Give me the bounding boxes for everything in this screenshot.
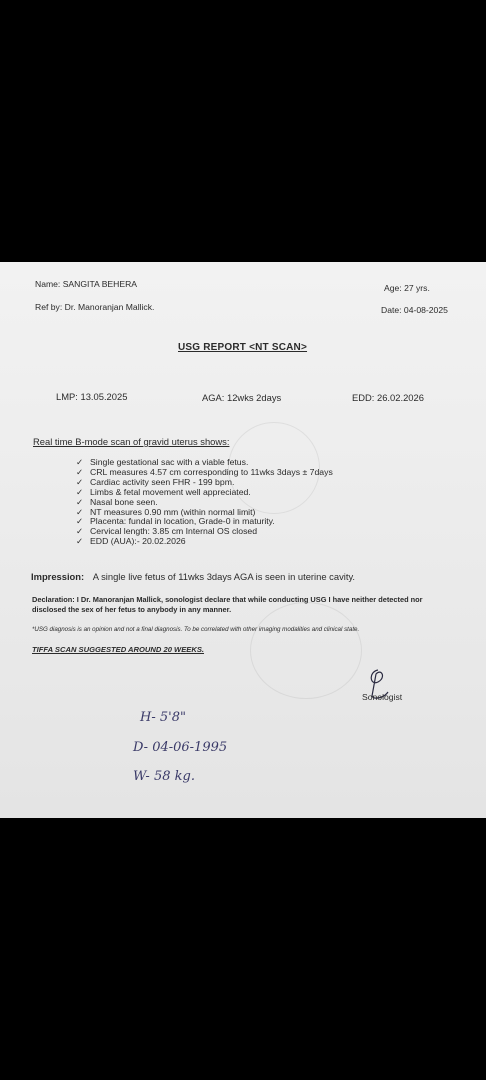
handwritten-weight: W- 58 kg. (133, 769, 195, 784)
handwritten-dob: D- 04-06-1995 (133, 740, 228, 755)
lmp-value: LMP: 13.05.2025 (56, 391, 128, 402)
check-icon: ✓ (76, 516, 84, 527)
check-icon: ✓ (76, 476, 84, 487)
finding-item: ✓ Nasal bone seen. (76, 496, 158, 507)
finding-item: ✓ Single gestational sac with a viable fetus. (76, 457, 249, 467)
report-date: Date: 04-08-2025 (381, 305, 448, 315)
check-icon: ✓ (76, 466, 84, 477)
finding-item: ✓ Cardiac activity seen FHR - 199 bpm. (76, 476, 235, 487)
finding-item: ✓ EDD (AUA):- 20.02.2026 (76, 536, 186, 547)
tiffa-suggestion: TIFFA SCAN SUGGESTED AROUND 20 WEEKS. (32, 645, 205, 654)
check-icon: ✓ (76, 457, 84, 467)
aga-value: AGA: 12wks 2days (202, 392, 282, 403)
impression (31, 571, 355, 582)
edd-value: EDD: 26.02.2026 (352, 392, 424, 403)
finding-item: ✓ Limbs & fetal movement well appreciated. (76, 486, 251, 497)
finding-item: ✓ Cervical length: 3.85 cm Internal OS closed (76, 526, 258, 537)
check-icon: ✓ (76, 536, 84, 547)
impression-text: A single live fetus of 11wks 3days AGA is seen in uterine cavity. (92, 571, 356, 582)
check-icon: ✓ (76, 526, 84, 537)
faint-stamp (250, 602, 362, 699)
referred-by: Ref by: Dr. Manoranjan Mallick. (35, 302, 155, 312)
scan-heading: Real time B-mode scan of gravid uterus shows: (33, 436, 230, 447)
disclaimer: *USG diagnosis is an opinion and not a final diagnosis. To be correlated with other imaging modalities and clinical state. (32, 626, 360, 633)
report-title: USG REPORT <NT SCAN> (178, 342, 308, 353)
declaration-line-1: Declaration: I Dr. Manoranjan Mallick, sonologist declare that while conducting USG I have neither detected nor (32, 595, 423, 604)
finding-item: ✓ NT measures 0.90 mm (within normal limit) (76, 506, 256, 517)
declaration-line-2: disclosed the sex of her fetus to anybody in any manner. (32, 605, 232, 614)
patient-age: Age: 27 yrs. (384, 283, 430, 293)
check-icon: ✓ (76, 486, 84, 497)
finding-item: ✓ CRL measures 4.57 cm corresponding to 11wks 3days ± 7days (76, 466, 333, 477)
finding-item: ✓ Placenta: fundal in location, Grade-0 in maturity. (76, 516, 275, 527)
sonologist-label: Sonologist (362, 692, 403, 702)
report-paper (0, 262, 486, 818)
patient-name: Name: SANGITA BEHERA (35, 279, 138, 289)
check-icon: ✓ (76, 506, 84, 517)
check-icon: ✓ (76, 496, 84, 507)
handwritten-height: H- 5'8" (140, 710, 186, 725)
impression-label: Impression: (31, 571, 85, 582)
findings-list (76, 458, 333, 547)
